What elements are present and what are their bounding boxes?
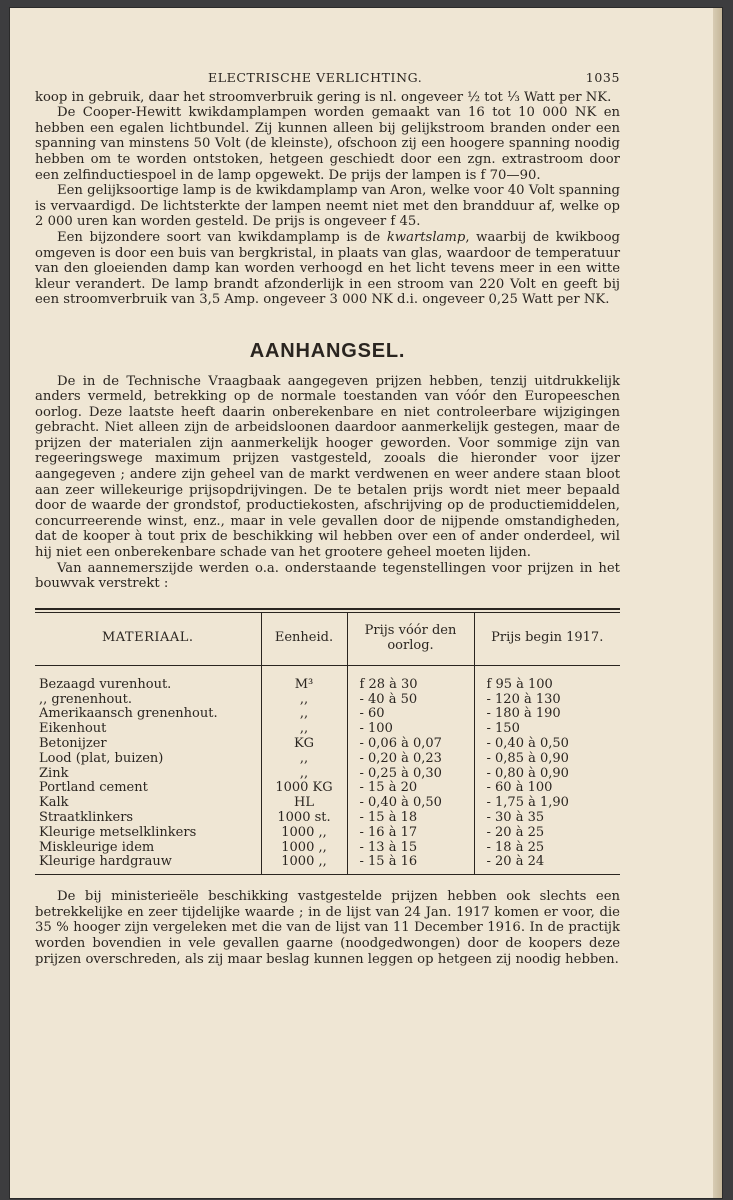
kwarts-italic-term: kwartslamp: [386, 229, 466, 245]
cell-material: Eikenhout: [39, 721, 107, 737]
table-row: [35, 722, 620, 737]
cell-unit: KG: [261, 737, 347, 752]
cell-unit: ,,: [261, 693, 347, 708]
section-title: AANHANGSEL.: [249, 339, 406, 362]
cell-price-1917: - 1,75 à 1,90: [474, 796, 620, 811]
cell-price-before-war: - 0,40 à 0,50: [347, 796, 474, 811]
cell-material: Lood (plat, buizen): [39, 750, 164, 766]
cell-price-1917: - 20 à 25: [474, 826, 620, 841]
cell-unit: ,,: [261, 722, 347, 737]
cell-price-before-war: - 40 à 50: [347, 693, 474, 708]
cell-unit: ,,: [261, 707, 347, 722]
table-row: [35, 855, 620, 874]
table-row: [35, 811, 620, 826]
table-row: [35, 737, 620, 752]
cell-price-before-war: f 28 à 30: [347, 665, 474, 692]
paragraph-aron-lamp: Een gelijksoortige lamp is de kwikdamplamp van Aron, welke voor 40 Volt spanning is vervaardigd. De lichtsterkte der lampen neemt niet met den brandduur af, welke op 2 000 uren kan worden gesteld. De prijs is ongeveer f 45.: [35, 183, 620, 230]
cell-material: Straatklinkers: [39, 809, 134, 825]
cell-material: Kleurige hardgrauw: [39, 854, 172, 870]
paragraph-cooper-hewitt: De Cooper-Hewitt kwikdamplampen worden gemaakt van 16 tot 10 000 NK en hebben een egalen lichtbundel. Zij kunnen alleen bij gelijkstroom branden onder een spanning van minstens 50 Volt (de kleinste), ofschoon zij een hoogere spanning noodig hebben om te worden ontstoken, hetgeen geschiedt door een zgn. extrastroom door een zelfinductiespoel in de lamp opgewekt. De prijs der lampen is f 70—90.: [35, 105, 620, 183]
cell-material: Amerikaansch grenenhout.: [39, 706, 218, 722]
cell-material: Zink: [39, 765, 69, 781]
table-row: [35, 796, 620, 811]
table-bottom-rule: [35, 874, 620, 875]
cell-price-1917: - 150: [474, 722, 620, 737]
cell-material: Kleurige metselklinkers: [39, 824, 197, 840]
price-table-block: [35, 608, 620, 875]
cell-price-before-war: - 13 à 15: [347, 841, 474, 856]
cell-price-1917: - 0,85 à 0,90: [474, 752, 620, 767]
page-content: [35, 70, 620, 967]
cell-unit: 1000 ,,: [261, 826, 347, 841]
cell-unit: 1000 ,,: [261, 855, 347, 874]
cell-unit: 1000 ,,: [261, 841, 347, 856]
cell-material: Betonijzer: [39, 736, 107, 751]
cell-price-1917: - 20 à 24: [474, 855, 620, 874]
header-price-before-war: Prijs vóór den oorlog.: [347, 613, 474, 666]
cell-price-1917: - 0,80 à 0,90: [474, 767, 620, 782]
cell-price-before-war: - 15 à 18: [347, 811, 474, 826]
kwarts-text-before: Een bijzondere soort van kwikdamplamp is de: [57, 229, 387, 245]
cell-price-before-war: - 15 à 20: [347, 781, 474, 796]
paragraph-appendix-contractors: Van aannemerszijde werden o.a. onderstaande tegenstellingen voor prijzen in het bouwvak verstrekt :: [35, 560, 620, 592]
book-page: [10, 8, 722, 1198]
cell-price-before-war: - 0,25 à 0,30: [347, 767, 474, 782]
cell-price-before-war: - 16 à 17: [347, 826, 474, 841]
cell-material: Kalk: [39, 795, 69, 811]
cell-unit: HL: [261, 796, 347, 811]
cell-price-1917: - 60 à 100: [474, 781, 620, 796]
table-row: [35, 752, 620, 767]
header-unit: Eenheid.: [261, 613, 347, 666]
table-row: [35, 767, 620, 782]
cell-material: Portland cement: [39, 780, 148, 796]
cell-unit: 1000 st.: [261, 811, 347, 826]
cell-price-1917: - 180 à 190: [474, 707, 620, 722]
table-row: [35, 693, 620, 708]
running-header: [35, 70, 620, 86]
cell-material: Miskleurige idem: [39, 839, 155, 855]
cell-material: Bezaagd vurenhout.: [39, 676, 172, 692]
cell-unit: ,,: [261, 752, 347, 767]
table-row: [35, 707, 620, 722]
cell-unit: ,,: [261, 767, 347, 782]
cell-price-before-war: - 0,20 à 0,23: [347, 752, 474, 767]
cell-unit: 1000 KG: [261, 781, 347, 796]
paragraph-closing: De bij ministerieële beschikking vastgestelde prijzen hebben ook slechts een betrekkelijke en zeer tijdelijke waarde ; in de lijst van 24 Jan. 1917 komen er voor, die 35 % hooger zijn vergeleken met die van de lijst van 11 December 1916. In de practijk worden bovendien in vele gevallen gaarne (noodgedwongen) door de koopers deze prijzen overschreden, als zij maar beslag kunnen leggen op hetgeen zij noodig hebben.: [35, 889, 620, 967]
header-price-1917: Prijs begin 1917.: [474, 613, 620, 666]
table-row: [35, 665, 620, 692]
cell-price-before-war: - 100: [347, 722, 474, 737]
paragraph-kwartslamp: [35, 230, 620, 308]
cell-material: ,, grenenhout.: [39, 691, 132, 707]
cell-price-1917: - 18 à 25: [474, 841, 620, 856]
table-row: [35, 781, 620, 796]
cell-price-before-war: - 15 à 16: [347, 855, 474, 874]
cell-unit: M³: [261, 665, 347, 692]
header-material: MATERIAAL.: [35, 613, 261, 666]
table-header-row: [35, 613, 620, 666]
cell-price-before-war: - 60: [347, 707, 474, 722]
table-row: [35, 841, 620, 856]
paragraph-appendix-intro: De in de Technische Vraagbaak aangegeven prijzen hebben, tenzij uitdrukkelijk anders vermeld, betrekking op de normale toestanden van vóór den Europeeschen oorlog. Deze laatste heeft daarin onberekenbare en niet controleerbare wijzigingen gebracht. Niet alleen zijn de arbeidsloonen daardoor aanmerkelijk gestegen, maar de prijzen der materialen zijn aanmerkelijk hooger geworden. Voor sommige zijn van regeeringswege maximum prijzen vastgesteld, zooals die hieronder voor ijzer aangegeven ; andere zijn geheel van de markt verdwenen en weer andere staan bloot aan zeer willekeurige prijsopdrijvingen. De te betalen prijs wordt niet meer bepaald door de waarde der grondstof, productiekosten, afschrijving op de productiemiddelen, concurreerende winst, enz., maar in vele gevallen door de nijpende omstandigheden, dat de kooper à tout prix de beschikking wil hebben over een of ander onderdeel, wil hij niet een onberekenbare schade van het grootere geheel moeten lijden.: [35, 373, 620, 561]
cell-price-1917: - 120 à 130: [474, 693, 620, 708]
cell-price-1917: - 30 à 35: [474, 811, 620, 826]
cell-price-1917: - 0,40 à 0,50: [474, 737, 620, 752]
paragraph-lamp-end: koop in gebruik, daar het stroomverbruik gering is nl. ongeveer ½ tot ⅓ Watt per NK.: [35, 89, 612, 105]
price-table: [35, 613, 620, 874]
table-body: [35, 665, 620, 874]
cell-price-before-war: - 0,06 à 0,07: [347, 737, 474, 752]
kwarts-text-after: , waarbij de kwikboog omgeven is door een buis van bergkristal, in plaats van glas, waardoor de temperatuur van den gloeienden damp kan worden verhoogd en het licht tevens meer in een witte kleur verandert. De lamp brandt afzonderlijk in een stroom van 220 Volt en geeft bij een stroomverbruik van 3,5 Amp. ongeveer 3 000 NK d.i. ongeveer 0,25 Watt per NK.: [35, 229, 620, 308]
table-row: [35, 826, 620, 841]
page-number: 1035: [585, 70, 620, 85]
running-title: ELECTRISCHE VERLICHTING.: [208, 70, 423, 85]
cell-price-1917: f 95 à 100: [474, 665, 620, 692]
